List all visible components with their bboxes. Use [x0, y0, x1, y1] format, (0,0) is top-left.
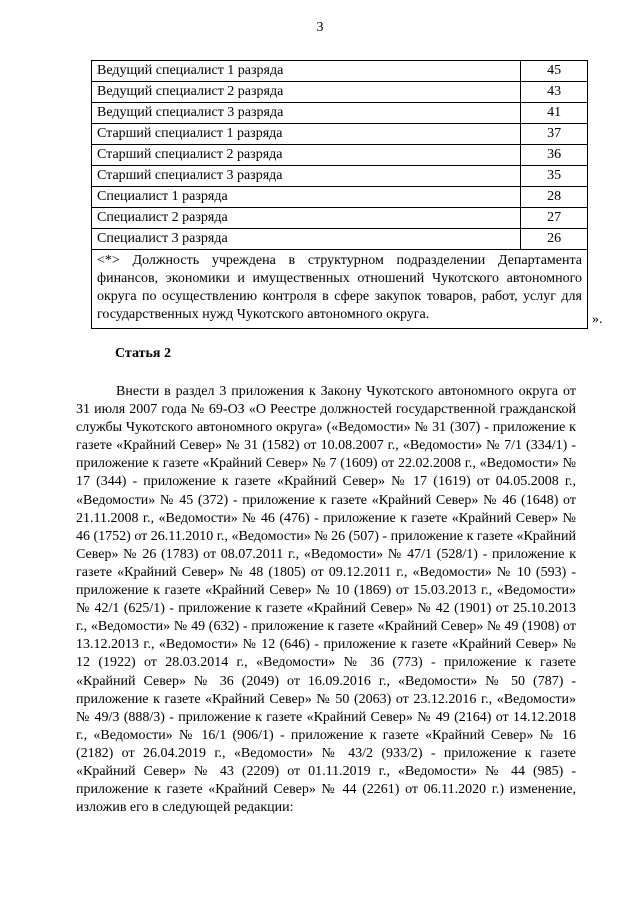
position-title: Старший специалист 1 разряда — [92, 124, 521, 145]
position-value: 37 — [521, 124, 588, 145]
table-footnote-row — [92, 250, 588, 329]
positions-table — [91, 60, 588, 329]
article-heading: Статья 2 — [115, 346, 171, 361]
table-row — [92, 103, 588, 124]
table-row — [92, 61, 588, 82]
table-row — [92, 145, 588, 166]
page-number: 3 — [316, 20, 324, 35]
position-title: Специалист 2 разряда — [92, 208, 521, 229]
position-title: Ведущий специалист 3 разряда — [92, 103, 521, 124]
position-value: 41 — [521, 103, 588, 124]
position-value: 43 — [521, 82, 588, 103]
position-value: 26 — [521, 229, 588, 250]
table-row — [92, 208, 588, 229]
position-value: 36 — [521, 145, 588, 166]
position-title: Ведущий специалист 2 разряда — [92, 82, 521, 103]
table-row — [92, 229, 588, 250]
table-row — [92, 124, 588, 145]
table-footnote: <*> Должность учреждена в структурном подразделении Департамента финансов, экономики и имущественных отношений Чукотского автономного округа по осуществлению контроля в сфере закупок товаров, работ, услуг для государственных нужд Чукотского автономного округа. — [92, 250, 588, 329]
table-row — [92, 82, 588, 103]
position-title: Специалист 3 разряда — [92, 229, 521, 250]
article-body: Внести в раздел 3 приложения к Закону Чукотского автономного округа от 31 июля 2007 года № 69-ОЗ «О Реестре должностей государственной гражданской службы Чукотского автономного округа» («Ведомости» № 31 (307) - приложение к газете «Крайний Север» № 31 (1582) от 10.08.2007 г., «Ведомости» № 7/1 (334/1) - приложение к газете «Крайний Север» № 7 (1609) от 22.02.2008 г., «Ведомости» № 17 (344) - приложение к газете «Крайний Север» № 17 (1619) от 04.05.2008 г., «Ведомости» № 45 (372) - приложение к газете «Крайний Север» № 46 (1648) от 21.11.2008 г., «Ведомости» № 46 (476) - приложение к газете «Крайний Север» № 46 (1752) от 26.11.2010 г., «Ведомости» № 26 (507) - приложение к газете «Крайний Север» № 26 (1783) от 08.07.2011 г., «Ведомости» № 47/1 (528/1) - приложение к газете «Крайний Север» № 48 (1805) от 09.12.2011 г., «Ведомости» № 10 (593) - приложение к газете «Крайний Север» № 10 (1869) от 15.03.2013 г., «Ведомости» № 42/1 (625/1) - приложение к газете «Крайний Север» № 42 (1901) от 25.10.2013 г., «Ведомости» № 49 (632) - приложение к газете «Крайний Север» № 49 (1908) от 13.12.2013 г., «Ведомости» № 12 (646) - приложение к газете «Крайний Север» № 12 (1922) от 28.03.2014 г., «Ведомости» № 36 (773) - приложение к газете «Крайний Север» № 36 (2049) от 16.09.2016 г., «Ведомости» № 50 (787) - приложение к газете «Крайний Север» № 50 (2063) от 23.12.2016 г., «Ведомости» № 49/3 (888/3) - приложение к газете «Крайний Север» № 49 (2164) от 14.12.2018 г., «Ведомости» № 16/1 (906/1) - приложение к газете «Крайний Север» № 16 (2182) от 26.04.2019 г., «Ведомости» № 43/2 (933/2) - приложение к газете «Крайний Север» № 43 (2209) от 01.11.2019 г., «Ведомости» № 44 (985) - приложение к газете «Крайний Север» № 44 (2261) от 06.11.2020 г.) изменение, изложив его в следующей редакции: — [76, 384, 576, 816]
closing-quote: ». — [592, 312, 603, 327]
position-title: Ведущий специалист 1 разряда — [92, 61, 521, 82]
position-title: Старший специалист 2 разряда — [92, 145, 521, 166]
position-value: 28 — [521, 187, 588, 208]
position-title: Старший специалист 3 разряда — [92, 166, 521, 187]
position-value: 45 — [521, 61, 588, 82]
table-row — [92, 166, 588, 187]
position-value: 35 — [521, 166, 588, 187]
table-row — [92, 187, 588, 208]
position-value: 27 — [521, 208, 588, 229]
position-title: Специалист 1 разряда — [92, 187, 521, 208]
